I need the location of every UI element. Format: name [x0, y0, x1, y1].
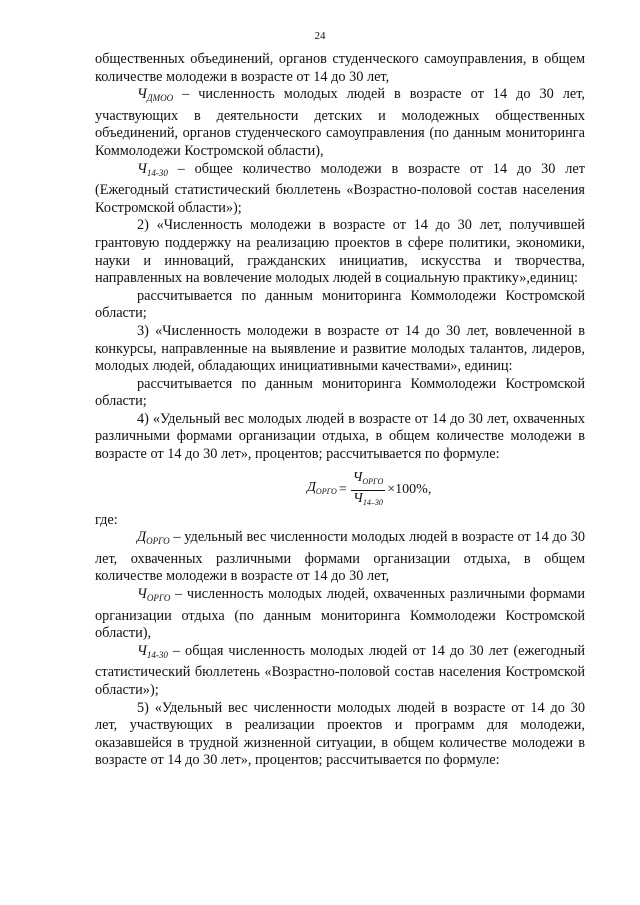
- item-5: 5) «Удельный вес численности молодых людей в возрасте от 14 до 30 лет, участвующих в реализации проектов и программ для молодежи, оказавшейся в трудной жизненной ситуации, в общем количестве молодежи в возрасте от 14 до 30 лет», процентов; рассчитывается по формуле:: [95, 699, 585, 769]
- where-label: где:: [95, 511, 118, 528]
- formula-denominator: $Ч_{14-30}$: [353, 490, 383, 507]
- definition-ch-14-30-total: $Ч_{14-30}$ – общая численность молодых людей от 14 до 30 лет (ежегодный статистический бюллетень «Возрастно-половой состав населения Костромской области»);: [95, 642, 585, 698]
- symbol-ch-orgo: $Ч_{ОРГО}$: [137, 586, 171, 604]
- formula-multiplier: ×100%,: [387, 482, 432, 498]
- item-2: 2) «Численность молодежи в возрасте от 14 до 30 лет, получившей грантовую поддержку на реализацию проектов в сфере политики, экономики, науки и инноваций, гражданских инициатив, искусства и творчества, направленных на вовлечение молодых людей в социальную практику»,единиц:: [95, 217, 585, 287]
- item-4: 4) «Удельный вес молодых людей в возрасте от 14 до 30 лет, охваченных различными формами организации отдыха, в общем количестве молодежи в возрасте от 14 до 30 лет», процентов; рассчитывается по формуле:: [95, 410, 585, 463]
- item-2-calculation: рассчитывается по данным мониторинга Коммолодежи Костромской области;: [95, 287, 585, 322]
- paragraph-continuation: общественных объединений, органов студенческого самоуправления, в общем количестве молодежи в возрасте от 14 до 30 лет,: [95, 51, 585, 85]
- formula-lhs: $Д_{ОРГО}$: [307, 480, 337, 497]
- formula-fraction: [351, 470, 386, 511]
- definition-ch-dmoo: $Ч_{ДМОО}$ – численность молодых людей в возрасте от 14 до 30 лет, участвующих в деятельности детских и молодежных общественных объединений, органов студенческого самоуправления (по данным мониторинга Коммолодежи Костромской области),: [95, 86, 585, 159]
- definition-ch-14-30: $Ч_{14-30}$ – общее количество молодежи в возрасте от 14 до 30 лет (Ежегодный статистический бюллетень «Возрастно-половой состав населения Костромской области»);: [95, 160, 585, 216]
- formula-equals: =: [338, 482, 347, 498]
- formula-numerator: $Ч_{ОРГО}$: [351, 470, 386, 491]
- symbol-ch-14-30: $Ч_{14-30}$: [137, 160, 168, 178]
- page-body: [95, 51, 585, 770]
- symbol-d-orgo: $Д_{ОРГО}$: [137, 529, 170, 547]
- formula-d-orgo: [95, 468, 585, 508]
- symbol-ch-14-30-total: $Ч_{14-30}$: [137, 642, 168, 660]
- item-3-calculation: рассчитывается по данным мониторинга Коммолодежи Костромской области;: [95, 375, 585, 410]
- definition-ch-orgo: $Ч_{ОРГО}$ – численность молодых людей, охваченных различными формами организации отдыха (по данным мониторинга Коммолодежи Костромской области),: [95, 586, 585, 642]
- page-number: 24: [314, 30, 326, 42]
- item-3: 3) «Численность молодежи в возрасте от 14 до 30 лет, вовлеченной в конкурсы, направленные на выявление и развитие молодых талантов, лидеров, молодых людей, обладающих инициативными качествами», единиц:: [95, 322, 585, 375]
- definition-d-orgo: $Д_{ОРГО}$ – удельный вес численности молодых людей в возрасте от 14 до 30 лет, охваченных различными формами организации отдыха, в общем количестве молодежи в возрасте от 14 до 30 лет,: [95, 529, 585, 585]
- symbol-ch-dmoo: $Ч_{ДМОО}$: [137, 86, 174, 104]
